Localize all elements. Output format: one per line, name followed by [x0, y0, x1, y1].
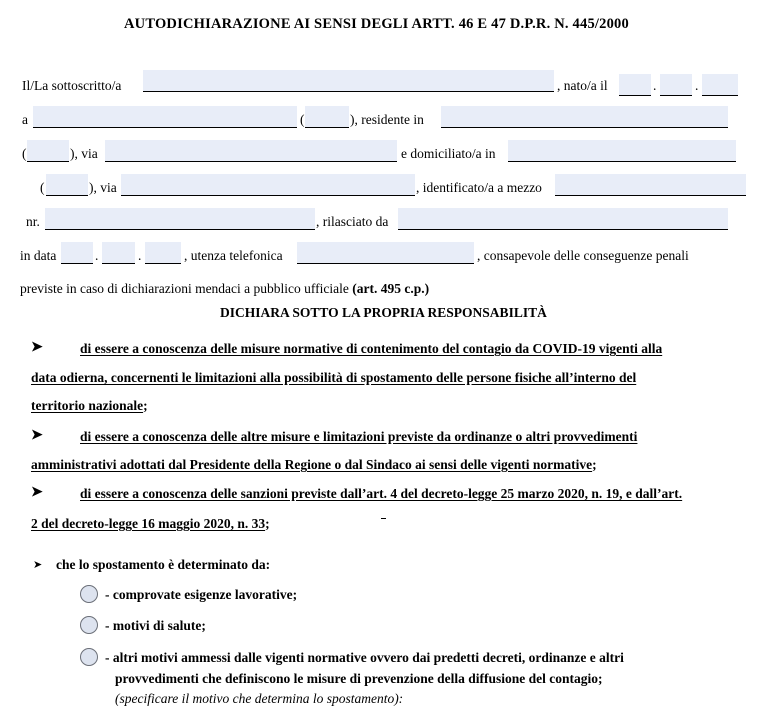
label-consapevole: , consapevole delle conseguenze penali: [477, 248, 689, 263]
date-dot: .: [138, 248, 142, 263]
label-in-data: in data: [20, 248, 57, 263]
stray-mark: [381, 518, 386, 519]
domicile-street-field[interactable]: [121, 174, 415, 196]
penal-notice-text: previste in caso di dichiarazioni mendaci a pubblico ufficiale: [20, 281, 353, 296]
declaration-2-line-2-text: amministrativi adottati dal Presidente della Regione o dal Sindaco ai sensi delle vigenti normative: [31, 457, 593, 472]
declaration-2-line-2: [31, 457, 597, 473]
residence-province-field[interactable]: [27, 140, 69, 162]
declaration-3-line-1: di essere a conoscenza delle sanzioni previste dall’art. 4 del decreto-legge 25 marzo 2020, n. 19, e dall’art.: [80, 486, 683, 501]
arrow-bullet-icon: ➤: [33, 559, 43, 571]
label-via1: ), via: [70, 146, 98, 161]
date-dot: .: [653, 78, 657, 93]
arrow-bullet-icon: ➤: [31, 485, 43, 500]
radio-health-reasons[interactable]: [80, 616, 98, 634]
date-dot: .: [95, 248, 99, 263]
birth-day-field[interactable]: [619, 74, 651, 96]
semicolon: ;: [265, 516, 270, 531]
birth-province-field[interactable]: [305, 106, 349, 128]
phone-field[interactable]: [297, 242, 474, 264]
option-health-label: - motivi di salute;: [105, 618, 206, 633]
semicolon: ;: [143, 398, 148, 413]
penal-notice: [20, 281, 429, 297]
label-nato: , nato/a il: [557, 78, 608, 93]
birth-place-field[interactable]: [33, 106, 297, 128]
label-identificato: , identificato/a a mezzo: [416, 180, 542, 195]
issue-year-field[interactable]: [145, 242, 181, 264]
label-a: a: [22, 112, 28, 127]
option-other-label-line-1: - altri motivi ammessi dalle vigenti normative ovvero dai predetti decreti, ordinanze e altri: [105, 650, 624, 665]
label-residente: ), residente in: [350, 112, 424, 127]
declaration-1-line-1: di essere a conoscenza delle misure normative di contenimento del contagio da COVID-19 vigenti alla: [80, 341, 663, 356]
arrow-bullet-icon: ➤: [31, 428, 43, 443]
domicile-province-field[interactable]: [46, 174, 88, 196]
id-number-field[interactable]: [45, 208, 315, 230]
label-utenza: , utenza telefonica: [184, 248, 283, 263]
paren-open: (: [22, 146, 27, 161]
radio-work-reasons[interactable]: [80, 585, 98, 603]
declaration-2-line-1: di essere a conoscenza delle altre misure e limitazioni previste da ordinanze o altri provvedimenti: [80, 429, 638, 444]
motivo-heading: che lo spostamento è determinato da:: [56, 557, 271, 572]
declaration-1-line-3: [31, 398, 148, 414]
date-dot: .: [695, 78, 699, 93]
issue-month-field[interactable]: [102, 242, 135, 264]
specify-reason-hint: (specificare il motivo che determina lo spostamento):: [115, 691, 404, 706]
declaration-1-line-3-text: territorio nazionale: [31, 398, 144, 413]
birth-year-field[interactable]: [702, 74, 738, 96]
declaration-1-line-2: data odierna, concernenti le limitazioni alla possibilità di spostamento delle persone fisiche all’interno del: [31, 370, 637, 385]
id-issuer-field[interactable]: [398, 208, 728, 230]
birth-month-field[interactable]: [660, 74, 692, 96]
option-other-label-line-2: provvedimenti che definiscono le misure di prevenzione della diffusione del contagio;: [115, 671, 603, 686]
option-work-label: - comprovate esigenze lavorative;: [105, 587, 298, 602]
semicolon: ;: [592, 457, 597, 472]
radio-other-reasons[interactable]: [80, 648, 98, 666]
declares-heading: DICHIARA SOTTO LA PROPRIA RESPONSABILITÀ: [220, 305, 547, 320]
residence-street-field[interactable]: [105, 140, 397, 162]
declaration-3-line-2: [31, 516, 270, 532]
label-domicilio: e domiciliato/a in: [401, 146, 496, 161]
arrow-bullet-icon: ➤: [31, 340, 43, 355]
name-field[interactable]: [143, 70, 554, 92]
declaration-3-line-2-text: 2 del decreto-legge 16 maggio 2020, n. 33: [31, 516, 266, 531]
paren-open: (: [40, 180, 45, 195]
label-rilasciato: , rilasciato da: [316, 214, 389, 229]
label-sottoscritto: Il/La sottoscritto/a: [22, 78, 122, 93]
domicile-city-field[interactable]: [508, 140, 736, 162]
paren-open: (: [300, 112, 305, 127]
residence-city-field[interactable]: [441, 106, 728, 128]
penal-article: (art. 495 c.p.): [352, 281, 430, 296]
document-title: AUTODICHIARAZIONE AI SENSI DEGLI ARTT. 46 E 47 D.P.R. N. 445/2000: [124, 16, 629, 32]
label-via2: ), via: [89, 180, 117, 195]
id-document-field[interactable]: [555, 174, 746, 196]
issue-day-field[interactable]: [61, 242, 93, 264]
label-nr: nr.: [26, 214, 40, 229]
